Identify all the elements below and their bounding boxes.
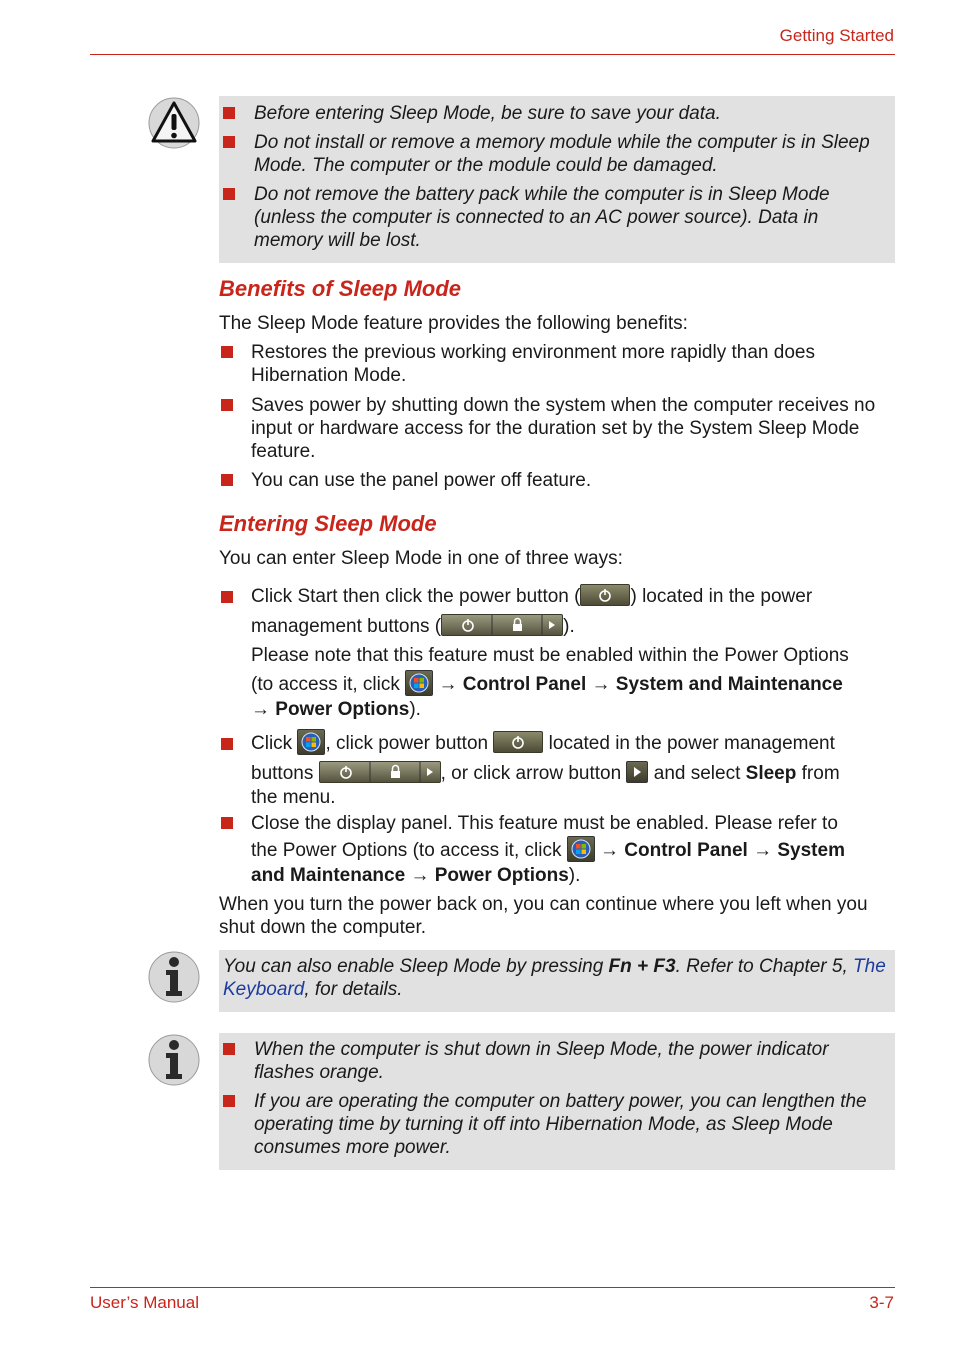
- list-item: Click , click power button located in the power management buttons , or click arrow button and select Sleep from the menu.: [219, 729, 895, 807]
- list-item: You can use the panel power off feature.: [219, 469, 895, 492]
- bullet-square: [223, 1043, 235, 1055]
- note-item: When the computer is shut down in Sleep Mode, the power indicator flashes orange.: [219, 1038, 879, 1084]
- arrow-icon: →: [438, 674, 458, 695]
- list-item: Close the display panel. This feature must be enabled. Please refer to the Power Options (to access it, click → Control Panel → System and Maintenance → Power Options).: [219, 812, 895, 885]
- entering-intro: You can enter Sleep Mode in one of three ways:: [219, 548, 623, 569]
- caution-item: Before entering Sleep Mode, be sure to save your data.: [219, 102, 879, 125]
- arrow-icon: →: [410, 865, 430, 886]
- arrow-icon: →: [753, 840, 773, 861]
- bullet-square: [223, 188, 235, 200]
- arrow-icon: →: [600, 840, 620, 861]
- power-management-buttons-image: [319, 761, 441, 783]
- bullet-square: [221, 474, 233, 486]
- power-button-image: [493, 731, 543, 753]
- bullet-square: [223, 107, 235, 119]
- caution-box: [219, 96, 895, 263]
- info-icon: [148, 1034, 200, 1086]
- arrow-icon: →: [251, 699, 270, 720]
- power-management-buttons-image: [441, 614, 563, 636]
- entering-heading: Entering Sleep Mode: [219, 511, 437, 536]
- bullet-square: [223, 136, 235, 148]
- benefits-heading: Benefits of Sleep Mode: [219, 276, 462, 301]
- footer-title: User’s Manual: [90, 1293, 199, 1312]
- bullet-square: [221, 591, 233, 603]
- bullet-square: [221, 399, 233, 411]
- caution-item: Do not remove the battery pack while the computer is in Sleep Mode (unless the computer is connected to an AC power source). Data in memory will be lost.: [219, 183, 879, 252]
- list-item: Restores the previous working environment more rapidly than does Hibernation Mode.: [219, 341, 895, 387]
- list-item: Saves power by shutting down the system when the computer receives no input or hardware access for the duration set by the System Sleep Mode feature.: [219, 394, 895, 463]
- arrow-button-image: [626, 761, 648, 783]
- benefits-intro: The Sleep Mode feature provides the following benefits:: [219, 313, 688, 334]
- bullet-square: [221, 738, 233, 750]
- caution-item: Do not install or remove a memory module while the computer is in Sleep Mode. The computer or the module could be damaged.: [219, 131, 879, 177]
- page-number: 3-7: [869, 1293, 894, 1312]
- info-icon: [148, 951, 200, 1003]
- entering-outro: When you turn the power back on, you can continue where you left when you shut down the computer.: [219, 894, 868, 938]
- note-box: [219, 1033, 895, 1170]
- windows-start-orb-icon: [297, 729, 325, 755]
- running-header: Getting Started: [779, 26, 894, 45]
- list-item: Click Start then click the power button ( ) located in the power management buttons ( ). Please note that this feature must be enabled within the Power Options (to access it, click → Control Panel → System and Maintenance → Power Options).: [219, 582, 895, 720]
- bullet-square: [221, 346, 233, 358]
- arrow-icon: →: [591, 674, 611, 695]
- note-item: If you are operating the computer on battery power, you can lengthen the operating time by turning it off into Hibernation Mode, as Sleep Mode consumes more power.: [219, 1090, 879, 1159]
- power-button-image: [580, 584, 630, 606]
- windows-start-orb-icon: [405, 670, 433, 696]
- header-rule: [90, 54, 895, 55]
- windows-start-orb-icon: [567, 836, 595, 862]
- bullet-square: [223, 1095, 235, 1107]
- footer-rule: [90, 1287, 895, 1288]
- bullet-square: [221, 817, 233, 829]
- caution-icon: [148, 97, 200, 149]
- keyboard-chapter-link[interactable]: The Keyboard: [223, 956, 886, 1000]
- note-box: [219, 950, 895, 1012]
- note-text: You can also enable Sleep Mode by pressing Fn + F3. Refer to Chapter 5, The Keyboard, for details.: [223, 956, 886, 1000]
